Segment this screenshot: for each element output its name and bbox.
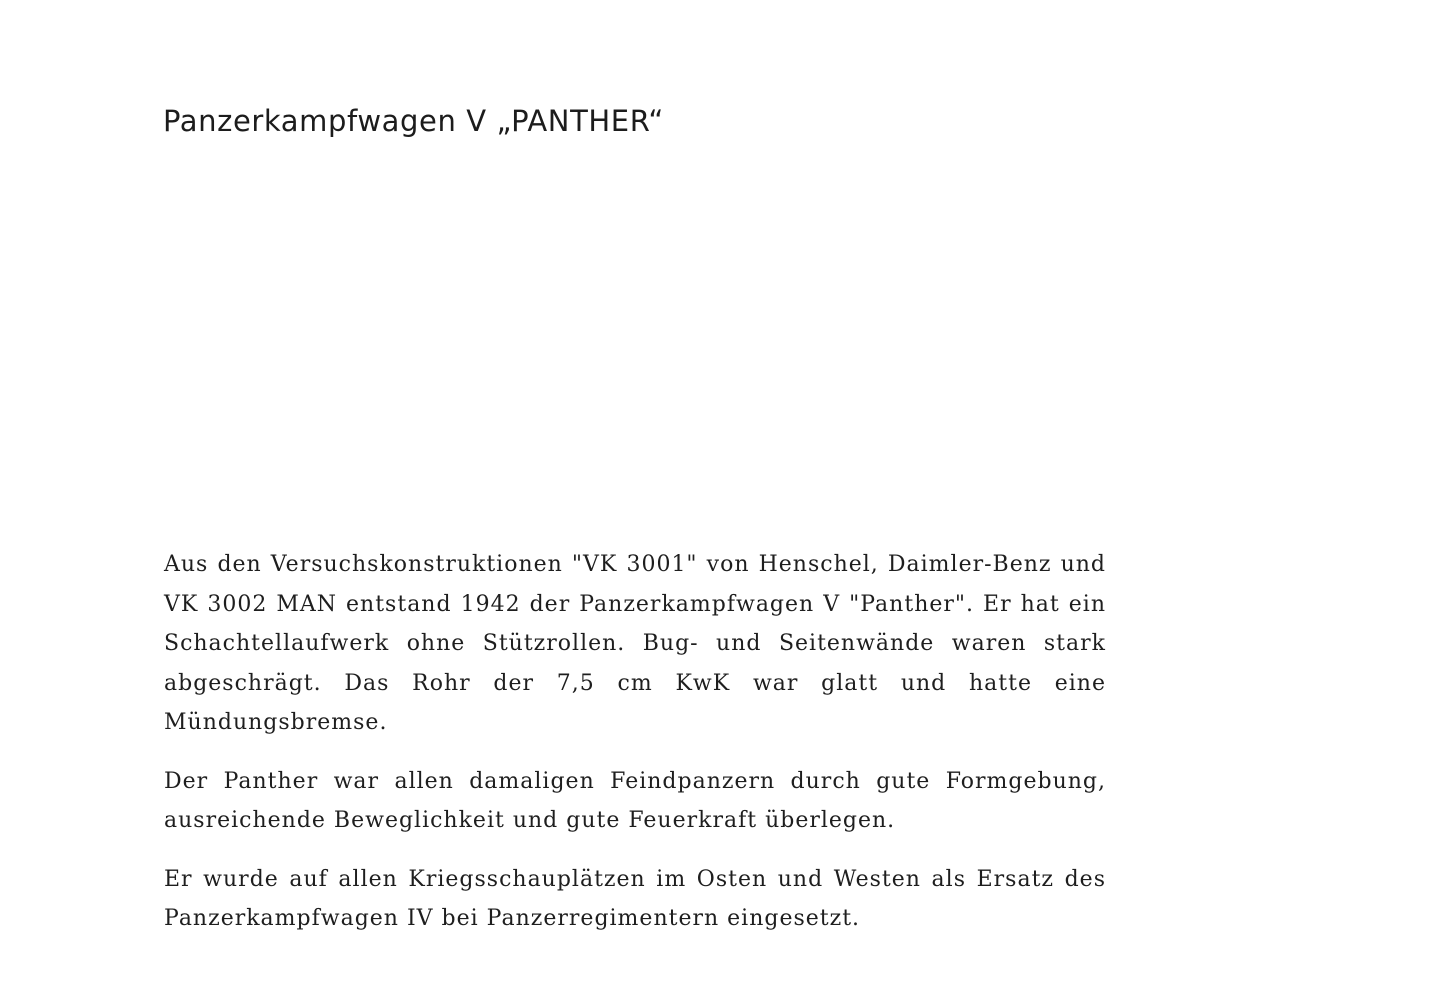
paragraph-superiority: Der Panther war allen damaligen Feindpanzern durch gute Formgebung, ausreichende Beweglichkeit und gute Feuerkraft überlegen. bbox=[164, 768, 1106, 833]
paragraph-deployment: Er wurde auf allen Kriegsschauplätzen im Osten und Westen als Ersatz des Panzerkampfwagen IV bei Panzerregimentern eingesetzt. bbox=[164, 866, 1106, 931]
paragraph-history: Aus den Versuchskonstruktionen "VK 3001" von Henschel, Daimler-Benz und VK 3002 MAN entstand 1942 der Panzerkampfwagen V "Panther". Er hat ein Schachtellaufwerk ohne Stützrollen. Bug- und Seitenwände waren stark abgeschrägt. Das Rohr der 7,5 cm KwK war glatt und hatte eine Mündungsbremse. bbox=[164, 552, 1106, 735]
body-text bbox=[164, 545, 1106, 939]
page-title: Panzerkampfwagen V „PANTHER“ bbox=[163, 104, 664, 138]
